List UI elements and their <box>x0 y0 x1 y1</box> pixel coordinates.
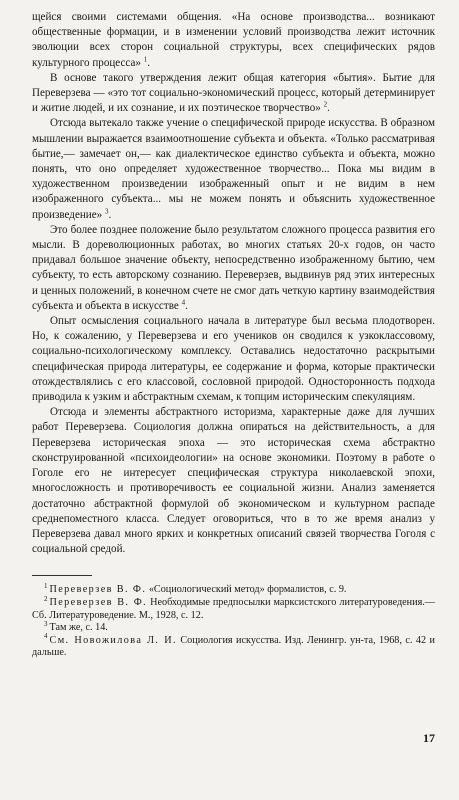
footnote-ref-2: 2 <box>323 100 328 109</box>
footnotes <box>32 581 435 660</box>
main-text <box>32 10 435 557</box>
footnote-3: $^3$ Там же, с. 14. <box>44 619 108 634</box>
footnote-ref-1: 1 <box>143 54 148 63</box>
paragraph-6: Отсюда и элементы абстрактного историзма, характерные даже для лучших работ Переверзева. Социология должна опираться на действительность, а для Переверзева историческая эпоха — это историческая схема абстрактно сконструированной «психоидеологии» на основе экономики. Поэтому в работе о Гоголе его не интересует специфическая структура николаевской эпохи, многосложность и противоречивость ее социальной жизни. Анализ заменяется достаточно абстрактной формулой об экономическом и культурном распаде среднепоместного класса. Следует оговориться, что в то же время анализ у Переверзева давал много ярких и конкретных описаний связей творчества Гоголя с социальной средой. <box>32 406 435 556</box>
footnote-ref-4: 4 <box>181 298 186 307</box>
footnote-divider <box>32 575 92 576</box>
paragraph-2: В основе такого утверждения лежит общая категория «бытия». Бытие для Переверзева — «это тот социально-экономический процесс, который детерминирует и житие людей, и их сознание, и их поэтическое творчество» $^2$. <box>32 71 435 115</box>
paragraph-5: Опыт осмысления социального начала в литературе был весьма плодотворен. Но, к сожалению, у Переверзева и его учеников он сводился к узкоклассовому, социально-психологическому комплексу. Оставались недостаточно раскрытыми специфическая природа литературы, ее содержание и форма, которые практически отождествлялись с его классовой, сословной природой. Односторонность подхода приводила к узким и абстрактным схемам, к топцим историческим спекуляциям. <box>32 315 435 404</box>
footnote-ref-3: 3 <box>105 206 109 215</box>
page-number: 17 <box>423 731 435 745</box>
footnote-2: $^2$ Переверзев В. Ф. Необходимые предпосылки марксистского литературоведения.— Сб. Литературоведение. М., 1928, с. 12. <box>32 594 435 621</box>
paragraph-3: Отсюда вытекало также учение о специфической природе искусства. В образном мышлении выражается взаимоотношение субъекта и объекта. «Только рассматривая бытие,— замечает он,— как диалектическое единство субъекта и объекта, можно понять, что оно определяет художественное творчество... Пока мы видим в художественном произведении изображенный опыт и не видим в нем изображенного субъекта... мы не можем понять и объяснить художественное произведение» $^3$. <box>32 117 435 221</box>
paragraph-4: Это более позднее положение было результатом сложного процесса развития его мысли. В дореволюционных работах, во многих статьях 20-х годов, он часто придавал большое значение объекту, непосредственно изображенному бытию, чем субъекту, то есть авторскому сознанию. Переверзев, выдвинув ряд этих интересных и ценных положений, в конечном счете не смог дать четкую картину взаимодействия субъекта и объекта в искусстве $^4$. <box>32 223 436 312</box>
footnote-1: $^1$ Переверзев В. Ф. «Социологический метод» формалистов, с. 9. <box>44 581 347 596</box>
paragraph-1: щейся своими системами общения. «На основе производства... возникают общественные формации, и в изменении условий производства лежит источник эволюции всех сторон социальной структуры, всех специфических рядов культурного процесса» $^1$. <box>32 11 435 69</box>
footnote-4: $^4$ См. Новожилова Л. И. Социология искусства. Изд. Ленингр. ун-та, 1968, с. 42 и дальше. <box>32 632 435 659</box>
